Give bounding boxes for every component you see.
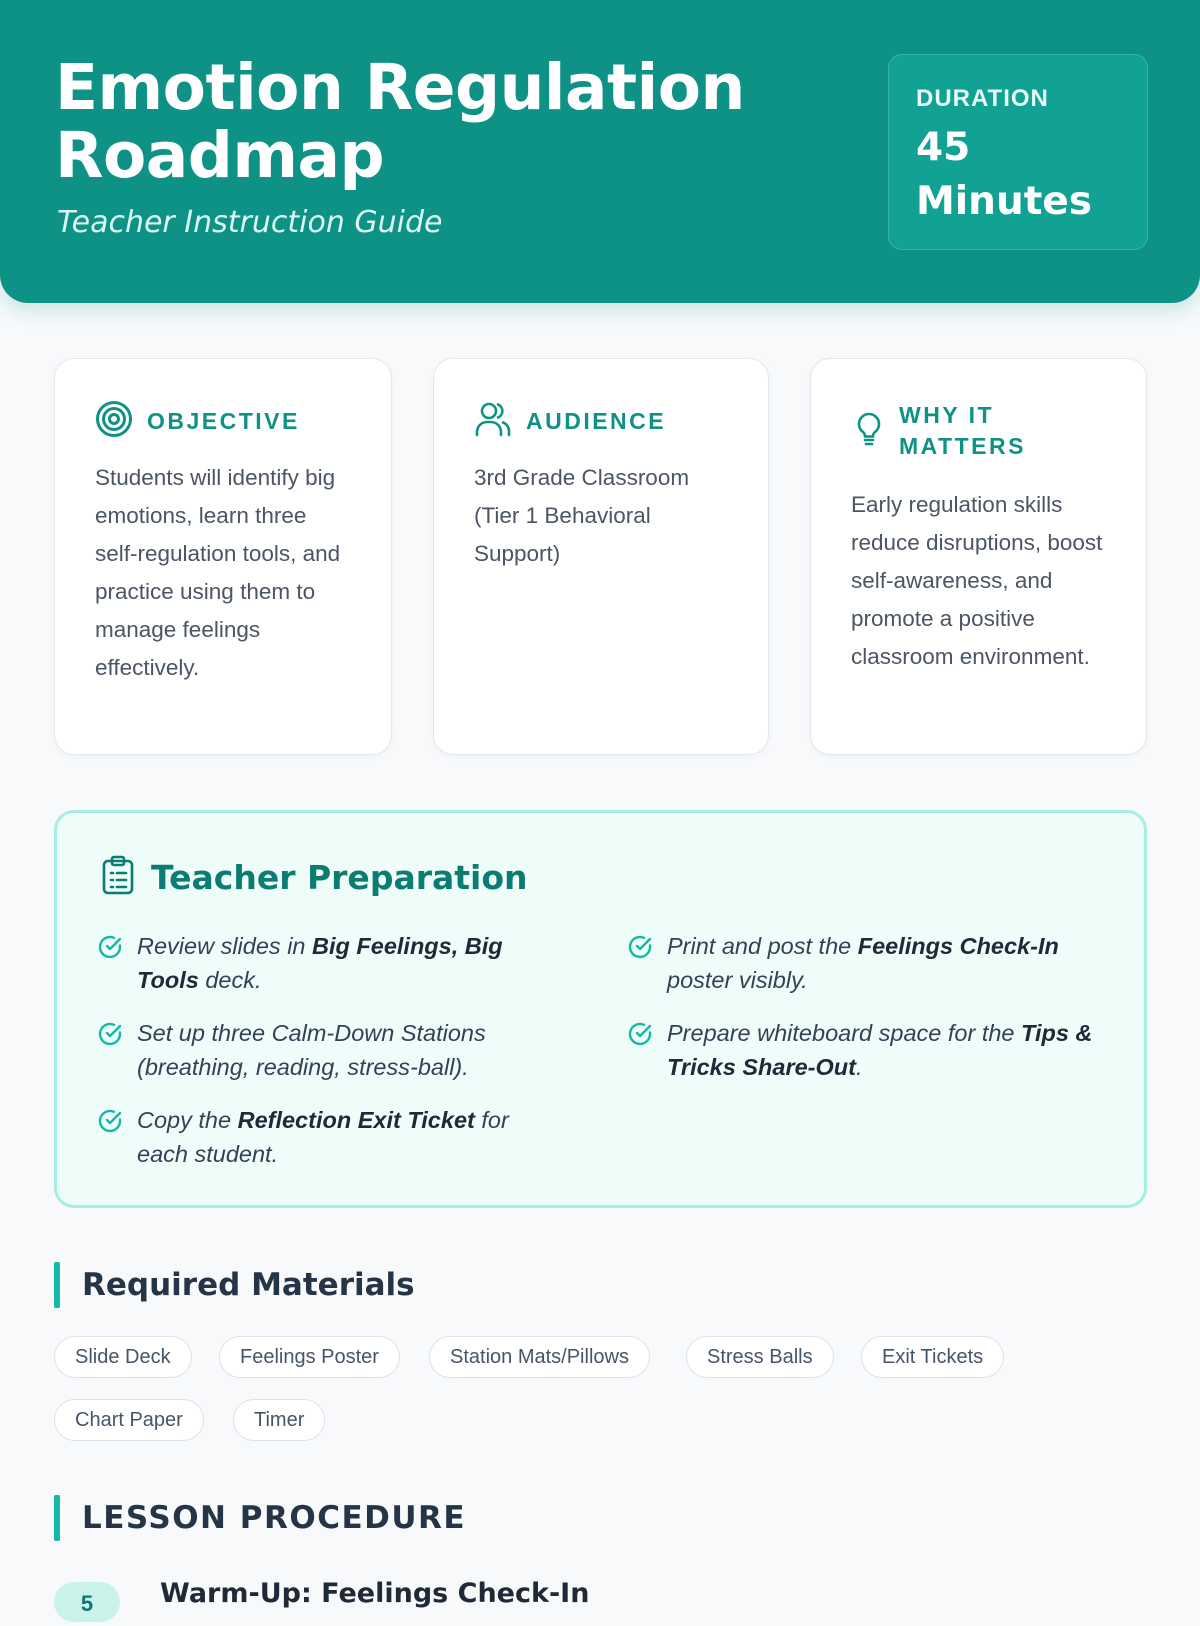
section-title: LESSON PROCEDURE bbox=[82, 1500, 467, 1536]
page-title: Emotion Regulation Roadmap bbox=[55, 51, 745, 192]
prep-item: Copy the Reflection Exit Ticket for each student. bbox=[97, 1103, 537, 1171]
material-chip: Feelings Poster bbox=[219, 1336, 400, 1378]
check-circle-icon bbox=[627, 1021, 653, 1084]
page-subtitle: Teacher Instruction Guide bbox=[57, 205, 443, 240]
duration-box bbox=[888, 54, 1148, 250]
material-chip: Slide Deck bbox=[54, 1336, 192, 1378]
check-circle-icon bbox=[627, 934, 653, 997]
check-circle-icon bbox=[97, 1021, 123, 1084]
duration-value: 45 Minutes bbox=[916, 125, 1093, 224]
prep-item: Prepare whiteboard space for the Tips & Tricks Share-Out. bbox=[627, 1016, 1097, 1084]
card-label: AUDIENCE bbox=[526, 408, 667, 434]
card-label: OBJECTIVE bbox=[147, 408, 300, 434]
duration-label: DURATION bbox=[916, 85, 1049, 112]
step-time-badge: 5 bbox=[54, 1582, 120, 1622]
why-it-matters-card bbox=[810, 358, 1147, 755]
material-chip: Station Mats/Pillows bbox=[429, 1336, 650, 1378]
audience-card bbox=[433, 358, 769, 755]
target-icon bbox=[95, 400, 133, 443]
card-label: WHY IT MATTERS bbox=[899, 402, 1026, 459]
objective-card bbox=[54, 358, 392, 755]
procedure-heading bbox=[54, 1495, 466, 1541]
users-icon bbox=[474, 400, 512, 443]
prep-item: Print and post the Feelings Check-In poster visibly. bbox=[627, 929, 1097, 997]
step-title: Warm-Up: Feelings Check-In bbox=[160, 1578, 590, 1609]
prep-item: Review slides in Big Feelings, Big Tools deck. bbox=[97, 929, 537, 997]
heading-accent-bar bbox=[54, 1495, 60, 1541]
card-text: Early regulation skills reduce disruptions, boost self-awareness, and promote a positive classroom environment. bbox=[851, 492, 1103, 669]
header-banner bbox=[0, 0, 1200, 303]
clipboard-icon bbox=[101, 855, 135, 900]
section-title: Teacher Preparation bbox=[151, 858, 528, 897]
heading-accent-bar bbox=[54, 1262, 60, 1308]
material-chip: Chart Paper bbox=[54, 1399, 204, 1441]
teacher-preparation-panel bbox=[54, 810, 1147, 1208]
prep-item: Set up three Calm-Down Stations (breathing, reading, stress-ball). bbox=[97, 1016, 537, 1084]
check-circle-icon bbox=[97, 1108, 123, 1171]
check-circle-icon bbox=[97, 934, 123, 997]
lightbulb-icon bbox=[851, 409, 887, 454]
card-text: Students will identify big emotions, learn three self-regulation tools, and practice using them to manage feelings effectively. bbox=[95, 465, 341, 680]
section-title: Required Materials bbox=[82, 1267, 415, 1303]
card-text: 3rd Grade Classroom (Tier 1 Behavioral Support) bbox=[474, 465, 690, 566]
materials-heading bbox=[54, 1262, 415, 1308]
material-chip: Stress Balls bbox=[686, 1336, 834, 1378]
material-chip: Exit Tickets bbox=[861, 1336, 1004, 1378]
material-chip: Timer bbox=[233, 1399, 325, 1441]
